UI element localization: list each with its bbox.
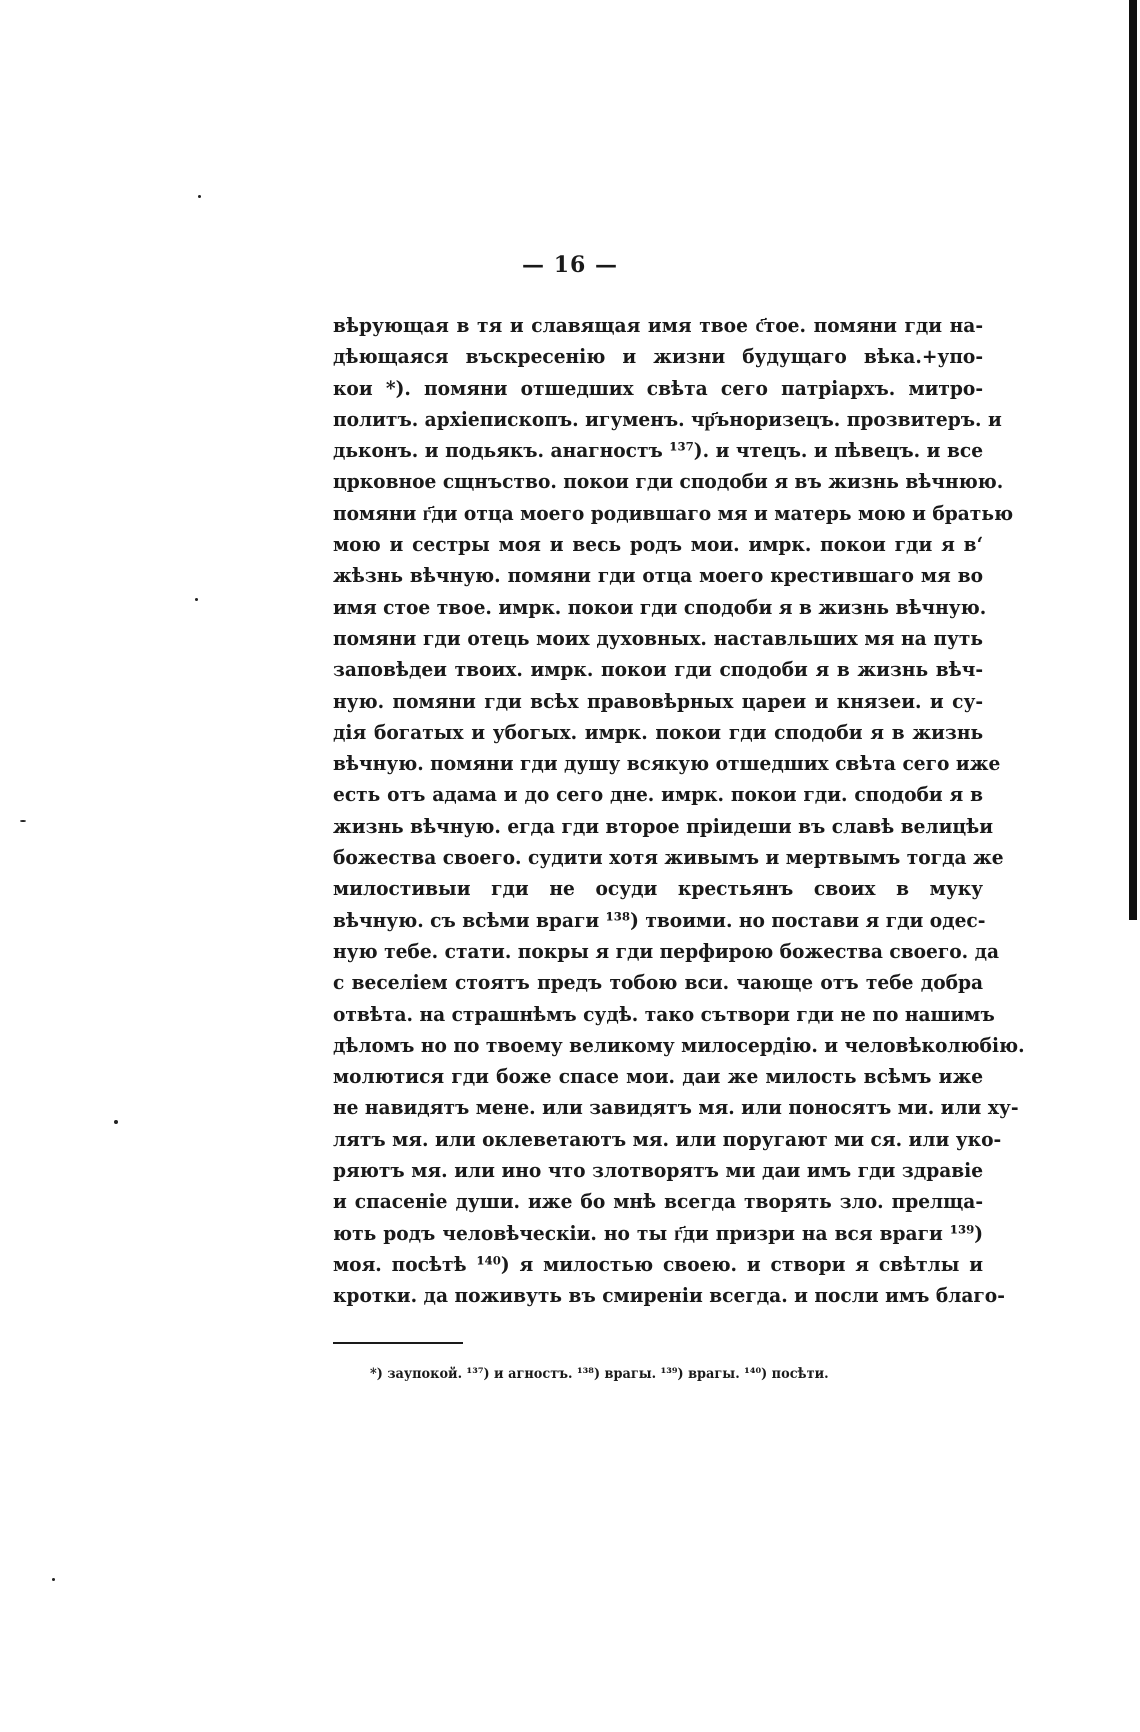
text-line: и спасеніе души. иже бо мнѣ всегда творять зло. прелща-	[333, 1189, 984, 1214]
text-line: дьконъ. и подьякъ. анагностъ ¹³⁷). и чтецъ. и пѣвецъ. и все	[333, 438, 984, 463]
body-text	[333, 310, 1025, 1312]
text-line: дѣющаяся въскресенію и жизни будущаго вѣка.+упо-	[333, 344, 984, 369]
text-line: ную тебе. стати. покры я гди перфирою божества своего. да	[333, 938, 1000, 963]
footnote-separator	[333, 1342, 463, 1344]
text-line: вѣчную. съ всѣми враги ¹³⁸) твоими. но постави я гди одес-	[333, 907, 986, 932]
text-line: ють родъ человѣческіи. но ты г҃ди призри на вся враги ¹³⁹)	[333, 1220, 984, 1245]
text-line: помяни г҃ди отца моего родившаго мя и матерь мою и братью	[333, 500, 1014, 525]
footnotes: *) заупокой. ¹³⁷) и агностъ. ¹³⁸) врагы. ¹³⁹) врагы. ¹⁴⁰) посѣти.	[370, 1366, 829, 1382]
text-line: помяни гди отець моих духовных. наставльших мя на путь	[333, 625, 984, 650]
text-line: црковное сщнъство. покои гди сподоби я въ жизнь вѣчнюю.	[333, 469, 1004, 494]
text-line: дѣломъ но по твоему великому милосердію. и человѣколюбію.	[333, 1032, 1025, 1057]
scan-speck	[198, 195, 201, 198]
text-line: имя стое твое. имрк. покои гди сподоби я в жизнь вѣчную.	[333, 594, 987, 619]
text-line: кои *). помяни отшедших свѣта сего патріархъ. митро-	[333, 375, 984, 400]
page-number: — 16 —	[522, 252, 618, 278]
scan-speck	[114, 1120, 118, 1124]
text-line: молютися гди боже спасе мои. даи же милость всѣмъ иже	[333, 1064, 984, 1089]
text-line: заповѣдеи твоих. имрк. покои гди сподоби я в жизнь вѣч-	[333, 657, 984, 682]
text-line: моя. посѣтѣ ¹⁴⁰) я милостью своею. и створи я свѣтлы и	[333, 1251, 984, 1276]
text-line: вѣрующая в тя и славящая имя твое с҃тое. помяни гди на-	[333, 313, 984, 337]
scan-speck	[195, 598, 198, 601]
text-line: божества своего. судити хотя живымъ и мертвымъ тогда же	[333, 845, 1004, 870]
text-line: дія богатых и убогых. имрк. покои гди сподоби я в жизнь	[333, 719, 984, 744]
scan-speck	[52, 1578, 55, 1581]
text-line: мою и сестры моя и весь родъ мои. имрк. покои гди я в‘	[333, 532, 984, 557]
text-line: ряютъ мя. или ино что злотворятъ ми даи имъ гди здравіе	[333, 1158, 984, 1183]
scan-edge-shadow	[1129, 0, 1137, 920]
text-line: жизнь вѣчную. егда гди второе пріидеши въ славѣ велицѣи	[333, 813, 994, 838]
text-line: отвѣта. на страшнѣмъ судѣ. тако сътвори гди не по нашимъ	[333, 1001, 995, 1026]
text-line: вѣчную. помяни гди душу всякую отшедших свѣта сего иже	[333, 751, 1001, 776]
text-line: с веселіем стоятъ предъ тобою вси. чающе отъ тебе добра	[333, 970, 984, 995]
text-line: ную. помяни гди всѣх правовѣрных цареи и князеи. и су-	[333, 688, 984, 713]
text-line: политъ. архіепископъ. игуменъ. чр҃ъноризецъ. прозвитеръ. и	[333, 406, 1002, 431]
text-line: лятъ мя. или оклеветаютъ мя. или поругают ми ся. или уко-	[333, 1126, 1002, 1151]
text-line: милостивыи гди не осуди крестьянъ своих в муку	[333, 876, 984, 901]
text-line: кротки. да поживуть въ смиреніи всегда. и посли имъ благо-	[333, 1283, 1005, 1308]
scan-speck	[20, 820, 26, 822]
text-line: не навидятъ мене. или завидятъ мя. или поносятъ ми. или ху-	[333, 1095, 1019, 1120]
text-line: жѣзнь вѣчную. помяни гди отца моего крестившаго мя во	[333, 563, 984, 588]
text-line: есть отъ адама и до сего дне. имрк. покои гди. сподоби я в	[333, 782, 984, 807]
